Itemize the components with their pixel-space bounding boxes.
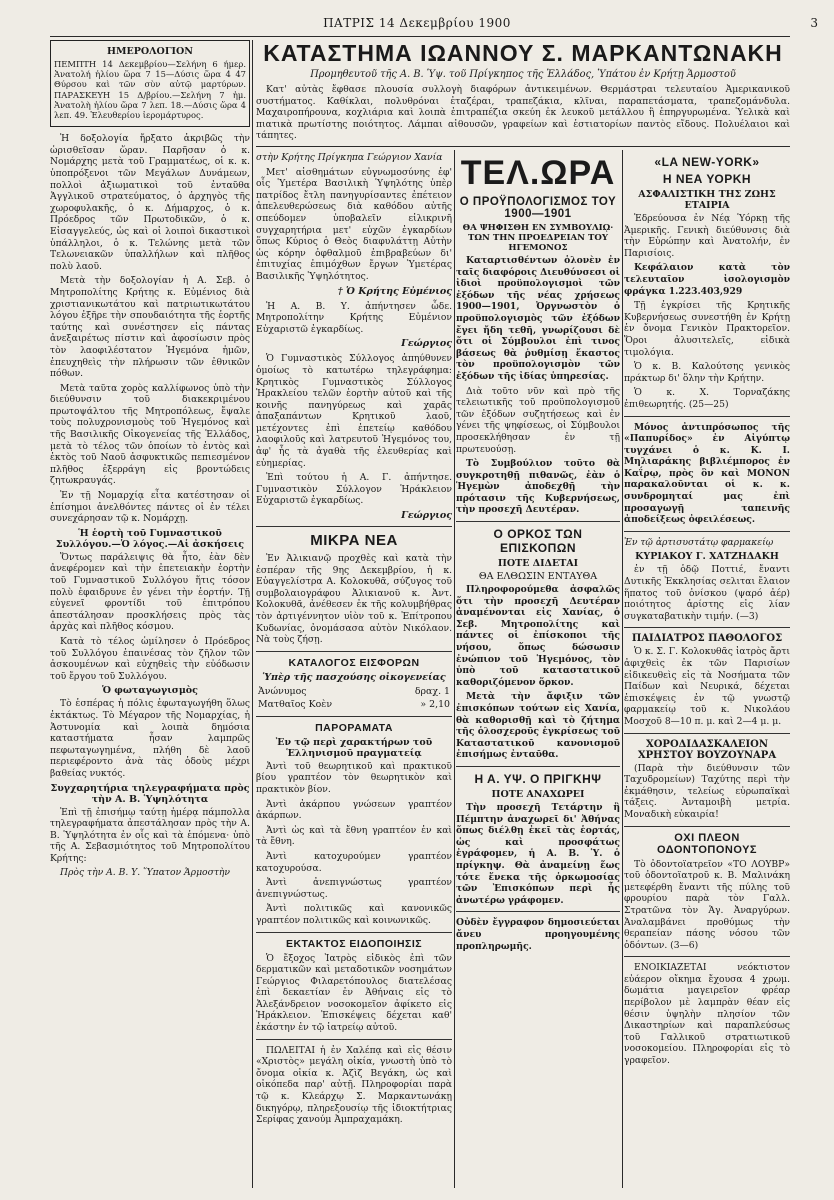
telegram-address: στὴν Κρήτης Πρίγκηπα Γεώργιον Χανία [256, 152, 443, 163]
donor-name: Ἀνώνυμος [258, 685, 307, 697]
telegram-text: Μετ' αἰσθημάτων εὐγνωμοσύνης ἐφ' οἷς Ὑμετέρα Βασιλικὴ Ὑψηλότης ὑπὲρ πατρίδος ἔτλη πανηγυρίσαντες ἐπέτειον ἀπελευθερώσεως διὰ καθόδου αὐτῆς σπεύδομεν ὑποβαλεῖν εἰλικρινῆ συγχαρητήρια μετ' εὐχῶν ἐγκαρδίων ὅπως Κύριος ὁ Θεὸς διαφυλάττῃ Αὐτὴν ὡς κόρην ὀφθαλμοῦ ἐπιβραβεύων δι' ἐπιτυχίας ἐπιμόχθων ἔργων Ὑμετέρας Βασιλικῆς Ὑψηλότητος. [256, 166, 452, 282]
paragraph: Τὸ ἑσπέρας ἡ πόλις ἐφωταγωγήθη ὅλως ἐκτάκτως. Τὸ Μέγαρον τῆς Νομαρχίας, ἡ Ἀστυνομία καὶ λοιπὰ δημόσια καταστήματα ἦσαν λαμπρῶς πεφωταγωγημένα, πλήθη δὲ λαοῦ περιεφέροντο ἀνὰ τὰς ὁδοὺς μέχρι βαθείας νυκτός. [50, 698, 250, 779]
news-title: ΜΙΚΡΑ ΝΕΑ [310, 532, 398, 550]
column-2 [256, 152, 452, 1188]
divider [456, 911, 620, 912]
prince-headline: Η Α. ΥΨ. Ο ΠΡΙΓΚΗΨ [474, 771, 602, 786]
sale-notice: ΠΩΛΕΙΤΑΙ ἡ ἐν Χαλέπᾳ καὶ εἰς θέσιν «Χριστὸς» μεγάλη οἰκία, γνωστὴ ὑπὸ τὸ ὄνομα οἰκία κ. Ἀζὶζ Βεγάκη, ὡς καὶ οἰκόπεδα παρ' αὐτῇ. Πληροφορίαι παρὰ τῷ κ. Κλεάρχῳ Σ. Μαρκαντωνάκῃ δικηγόρῳ, πληρεξουσίῳ τῆς ἰδιοκτήτριας Σερίφας χανούμ Ἀμπραχαμάκη. [256, 1044, 452, 1126]
dentist-text: Τὸ ὀδοντοϊατρεῖον «ΤΟ ΛΟΥΒΡ» τοῦ ὀδοντοϊατροῦ κ. Β. Μαλινάκη μετεφέρθη ἔναντι τῆς πύλης τοῦ φρουρίου παρὰ τὸν Γαλλ. Στρατῶνα τὸν Ἁγ. Ἀναργύρων. Ἀναλαμβάνει προθύμως τὴν θεραπείαν πάσης νόσου τῶν ὀδόντων. (3—6) [624, 858, 790, 951]
company-name-greek: Η ΝΕΑ ΥΟΡΚΗ [662, 172, 752, 186]
divider [624, 956, 790, 957]
errata-subtitle: Ἐν τῷ περὶ χαρακτήρων τοῦ Ἑλληνισμοῦ πραγματείᾳ [275, 736, 433, 759]
paragraph: Διὰ τοῦτο νῦν καὶ πρὸ τῆς τελειωτικῆς τοῦ προϋπολογισμοῦ τῶν ἐξόδων συζητήσεως καὶ ἐν γένει τῆς ψηφίσεως, οἱ Σύμβουλοι προσεκλήθησαν ἐν τῇ πρωτευούσῃ. [456, 385, 620, 455]
store-advertisement [256, 40, 790, 142]
paragraph: Ὁ κ. Χ. Τορναζάκης ἐπιθεωρητής. (25—25) [624, 387, 790, 410]
masthead-date: ΠΑΤΡΙΣ 14 Δεκεμβρίου 1900 [323, 16, 511, 30]
paragraph: Ἑδρεύουσα ἐν Νέᾳ Ὑόρκῃ τῆς Ἀμερικῆς. Γενικὴ διεύθυνσις διὰ τὴν Εὐρώπην καὶ Ἀνατολήν, ἐν Παρισίοις. [624, 213, 790, 259]
pharmacy-text: ἐν τῇ ὁδῷ Ποττιέ, ἔναντι Δυτικῆς Ἐκκλησίας σελιται ἔλαιον ἥπατος τοῦ ὀνίσκου (ψαρό ἀέρ) ποιότητος ἀρίστης εἰς λίαν συγκαταβατικὴν τιμήν. (—3) [624, 564, 790, 622]
donor-name: Ματθαῖος Κοὲν [258, 698, 333, 710]
divider [624, 531, 790, 532]
erratum: Ἀντὶ ἀκάρπου γνώσεων γραπτέον ἀκάρπων. [256, 798, 452, 822]
dentist-title: ΟΧΙ ΠΛΕΟΝ ΟΔΟΝΤΟΠΟΝΟΥΣ [656, 831, 758, 856]
store-subtitle: Προμηθευτοῦ τῆς Α. Β. Ὑψ. τοῦ Πρίγκηπος τῆς Ἑλλάδος, Ὑπάτου ἐν Κρήτῃ Ἁρμοστοῦ [310, 69, 736, 80]
divider [456, 766, 620, 767]
notice-text: Ὁ ἔξοχος Ἰατρὸς εἰδικὸς ἐπὶ τῶν δερματικῶν καὶ μεταδοτικῶν νοσημάτων Γεώργιος Φιλαρετόπουλος διατελέσας ἐπὶ δεκαετίαν ἐν Ἀθήναις εἰς τὸ Ἀλεξάνδρειον νοσοκομεῖον ἀφίκετο εἰς Ἡράκλειον. Ἐπισκέψεις δέχεται καθ' ἑκάστην ἐν τῷ ἰατρείῳ αὐτοῦ. [256, 952, 452, 1034]
signature: † Ὁ Κρήτης Εὐμένιος [337, 285, 452, 297]
divider [624, 733, 790, 734]
divider [624, 416, 790, 417]
banner-rule [256, 146, 790, 147]
company-name: «LA NEW-YORK» [654, 155, 760, 169]
agent-notice: Μόνος ἀντιπρόσωπος τῆς «Παπυρίδος» ἐν Αἰγύπτῳ τυγχάνει ὁ κ. Κ. Ι. Μηλιαράκης βιβλιέμπορος ἐν Καΐρῳ, πρὸς ὃν καὶ ΜΟΝΟΝ παρακαλοῦνται οἱ κ. κ. συνδρομηταί μας ἐπὶ προσαγωγῇ ταπεινῆς ἀποδείξεως ὀφειλέσεως. [624, 421, 790, 526]
doctor-text: Ὁ κ. Σ. Γ. Κολοκυθᾶς ἰατρὸς ἄρτι ἀφιχθεὶς ἐκ τῶν Παρισίων εἰδικευθεὶς εἰς τὰ Νοσήματα τῶν Παίδων καὶ Νευρικά, δέχεται ἐπισκέψεις ἐν τῷ γνωστῷ φαρμακείῳ τοῦ κ. Νικολάου Μοσχοῦ 8—10 π. μ. καὶ 2—4 μ. μ. [624, 646, 790, 727]
pharmacy-intro: Ἐν τῷ ἀρτισυστάτῳ φαρμακείῳ [624, 536, 774, 548]
prince-subheadline: ΠΟΤΕ ΑΝΑΧΩΡΕΙ [491, 788, 585, 800]
signature: Γεώργιος [401, 510, 452, 522]
section-title: Συγχαρητήρια τηλεγραφήματα πρὸς τὴν Α. Β. Ὑψηλότητα [50, 782, 250, 805]
gym-telegram: Ὁ Γυμναστικὸς Σύλλογος ἀπηύθυνεν ὁμοίως τὸ κατωτέρω τηλεγράφημα: Κρητικὸς Γυμναστικὸς Σύλλογος Ἡρακλείου τελῶν ἑορτὴν αὐτοῦ καὶ τῆς κοινῆς πανηγύρεως καὶ χαρᾶς ἀπαξαπάντων Κρητικοῦ λαοῦ, μετέχοντες ἐπὶ ἐπετείῳ καθόδου λαοφιλοῦς καὶ λατρευτοῦ Ἡγεμόνος του, ἀφ' ἧς τὰ ἀγαθὰ τῆς ἐλευθερίας καὶ εὐημερίας. [256, 353, 452, 469]
paragraph: Ἐν τῇ Νομαρχίᾳ εἶτα κατέστησαν οἱ ἐπίσημοι ἀνελθόντες πάντες οἱ ἐν τέλει συνεχάρησαν τῷ κ. Νομάρχῃ. [50, 490, 250, 525]
header-rule [50, 36, 790, 37]
pharmacy-name: ΚΥΡΙΑΚΟΥ Γ. ΧΑΤΖΗΔΑΚΗ [635, 551, 779, 563]
paragraph: Ἡ δοξολογία ἤρξατο ἀκριβῶς τὴν ὡρισθεῖσαν ὥραν. Παρῆσαν ὁ κ. Νομάρχης μετὰ τοῦ Γραμματέως, οἱ κ. κ. ὑποπρόξενοι τῶν Μεγάλων Δυνάμεων, πολλοὶ ἀξιωματικοὶ τοῦ ἐνταῦθα Ἀγγλικοῦ στρατεύματος, ὁ ἀρχηγὸς τῆς χωροφυλακῆς, ὁ κ. Δήμαρχος, ὁ κ. Πρόεδρος τῶν Πρωτοδικῶν, ὁ κ. Εἰσαγγελεύς, ὡς καὶ οἱ λοιποὶ δικαστικοὶ ὑπάλληλοι, ὁ κ. Τελώνης μετὰ τῶν Τελωνειακῶν ὑπαλλήλων καὶ πλῆθος πολὺ λαοῦ. [50, 133, 250, 272]
divider [456, 521, 620, 522]
donations-subtitle: Ὑπὲρ τῆς πασχούσης οἰκογενείας [262, 671, 446, 683]
dance-school-title: ΧΟΡΟΔΙΔΑΣΚΑΛΕΙΟΝ ΧΡΗΣΤΟΥ ΒΟΥΖΟΥΝΑΡΑ [637, 738, 777, 761]
paragraph: Τὴν προσεχῆ Τετάρτην ἢ Πέμπτην ἀναχωρεῖ δι' Ἀθήνας ὅπως διέλθῃ ἐκεῖ τὰς ἑορτάς, ὡς καὶ προσφάτως ἐγράφομεν, ἡ Α. Β. Ὑ. ὁ πρίγκηψ. Θὰ ἀναμείνῃ ἕως τότε ἕνεκα τῆς ὁρκωμοσίας τῶν Ἐπισκόπων περὶ ἧς ἀνωτέρω γράφομεν. [456, 801, 620, 906]
paragraph: Κεφάλαιον κατὰ τὸν τελευταῖον ἰσολογισμὸν φράγκα 1.223.403,929 [624, 262, 790, 297]
column-3 [456, 152, 620, 1188]
paragraph: Ὁ κ. Β. Καλούτσης γενικὸς πράκτωρ δι' ὅλην τὴν Κρήτην. [624, 361, 790, 384]
column-rule-2 [454, 150, 455, 1188]
brand-title: ΤΕΛ.ΩΡΑ [460, 154, 616, 192]
erratum: Ἀντὶ πολιτικῶς καὶ κανονικῶς γραπτέον πολιτικῶς καὶ κοινωνικῶς. [256, 903, 452, 926]
paragraph: Τῇ ἐγκρίσει τῆς Κρητικῆς Κυβερνήσεως συνεστήθη ἐν Κρήτῃ ἐν ὄνομα Γενικὸν Πρακτορεῖον. Ὅροι ἀλυσιτελεῖς, εἰδικὰ τιμολόγια. [624, 300, 790, 358]
divider [256, 651, 452, 652]
column-rule-1 [252, 40, 253, 1188]
erratum: Ἀντὶ ἀνεπιγνώστως γραπτέον ἀνεπιγνώστως. [256, 877, 452, 900]
erratum: Ἀντὶ κατοχυρούμεν γραπτέον κατοχυρούσα. [256, 850, 452, 874]
store-text: Κατ' αὐτὰς ἔφθασε πλουσία συλλογὴ διαφόρων ἀντικειμένων. Θερμάστραι τελευταίου Ἀμερικανικοῦ συστήματος. Καθίκλαι, πολυθρόναι ἐταζέραι, τραπεζάκια, κλῖναι, παραπετάσματα, τραπεζομάνδυλα. Μαχαιροπήρουνα, κοχλιάρια καὶ λοιπὰ ἐπιτραπέζια σκεύη ἐκ λευκοῦ μετάλλου ἢ ἐπηργυρωμένα. Ὑελικὰ καὶ πιατικὰ πρωτίστης ποιότητος. Λάμπαι αἰθουσῶν, γραφείων καὶ ἑστιατορίων παντὸς εἴδους. Πολυέλαιοι καὶ τάπητες. [256, 84, 790, 142]
paragraph: Πληροφορούμεθα ἀσφαλῶς ὅτι τὴν προσεχῆ Δευτέραν ἀναμένονται εἰς Χανίας, ὁ Σεβ. Μητροπολίτης καὶ πάντες οἱ ἐπίσκοποι τῆς νήσου, ὅπως δώσωσιν ἐνώπιον τοῦ Ἡγεμόνος, τὸν ὑπὸ τοῦ καταστατικοῦ καθοριζόμενον ὅρκον. [456, 584, 620, 688]
page-header [0, 16, 834, 34]
divider [256, 1039, 452, 1040]
store-name: ΚΑΤΑΣΤΗΜΑ ΙΩΑΝΝΟΥ Σ. ΜΑΡΚΑΝΤΩΝΑΚΗ [263, 40, 783, 66]
budget-subheadline: ΘΑ ΨΗΦΙΣΘΗ ΕΝ ΣΥΜΒΟΥΛΙῼ· ΤΩΝ ΤΗΝ ΠΡΟΕΔΡΕΙΑΝ ΤΟΥ ΗΓΕΜΟΝΟΣ [462, 223, 614, 253]
oath-subheadline: ΠΟΤΕ ΔΙΔΕΤΑΙ [497, 558, 579, 570]
paragraph: Μετὰ τὴν ἄφιξιν τῶν ἐπισκόπων τούτων εἰς Χανία, θὰ καθορισθῇ καὶ τὸ ζήτημα τῆς ὁλοσχεροῦς ἐγκρίσεως τοῦ Καταστατικοῦ κανονισμοῦ ἐπισήμως ἐνταῦθα. [456, 691, 620, 761]
dance-school-text: (Παρὰ τὴν διεύθυνσιν τῶν Ταχυδρομείων) Ταχύτης περὶ τὴν ἐκμάθησιν, τελείως εὐρωπαϊκαὶ τάξεις. Ἀνταμοιβὴ μετρία. Μοναδικὴ εὐκαιρία! [624, 762, 790, 820]
divider [624, 826, 790, 827]
paragraph: Πρὸς τὴν Α. Β. Υ. Ὕπατον Ἁρμοστὴν [60, 867, 231, 879]
doctor-title: ΠΑΙΔΙΑΤΡΟΣ ΠΑΘΟΛΟΓΟΣ [631, 633, 783, 645]
column-1 [50, 40, 250, 1188]
paragraph: Τὸ Συμβούλιον τοῦτο θὰ συγκροτηθῇ πιθανῶς, ἐὰν ὁ Ἡγεμὼν ἀποδεχθῇ τὴν πρότασιν τῆς Κυβερνήσεως, τὴν προσεχῆ Δευτέραν. [456, 458, 620, 516]
oath-headline: Ο ΟΡΚΟΣ ΤΩΝ ΕΠΙΣΚΟΠΩΝ [493, 527, 583, 556]
paragraph: Ὅντως παράλειψις θὰ ἦτο, ἐὰν δὲν ἀνεφέρομεν καὶ τὴν ἐπετειακὴν ἑορτὴν τοῦ Γυμναστικοῦ Συλλόγου ἥτις τόσον πολὺ ἐφαιδρυνε ἐν γένει τὴν ἑορτήν. Τῇ εὐγενεῖ φροντίδι τοῦ ἐπιτρόπου ἀπεστάλησαν προσκλήσεις πρὸς τὰς ἀρχὰς καὶ πλῆθος κόσμου. [50, 551, 250, 633]
errata-title: ΠΑΡΟΡΑΜΑΤΑ [315, 721, 393, 734]
divider [256, 716, 452, 717]
table-row [256, 698, 452, 711]
prepayment-note: Οὐδὲν ἔγγραφον δημοσιεύεται ἄνευ προηγουμένης προπληρωμῆς. [456, 917, 620, 952]
reply-text: Ἡ Α. Β. Υ. ἀπήντησεν ὧδε. Μητροπολίτην Κρήτης Εὐμένιον Εὐχαριστῶ ἐγκαρδίως. [256, 300, 452, 335]
oath-subheadline-2: ΘΑ ΕΛΘΩΣΙΝ ΕΝΤΑΥΘΑ [478, 571, 598, 583]
calendar-title: ΗΜΕΡΟΛΟΓΙΟΝ [107, 46, 193, 57]
calendar-text: ΠΕΜΠΤΗ 14 Δεκεμβρίου—Σελήνη 6 ήμερ. Ἀνατολή ἡλίου ὥρα 7 15—Δύσις ὥρα 4 47 Θύρσου καὶ τῶν σὺν αὐτῷ μαρτύρων. ΠΑΡΑΣΚΕΥΗ 15 Δ/βρίου.—Σελήνη 7 ἡμ. Ἀνατολὴ ἡλίου ὥρα 7 λεπ. 18.—Δύσις ὥρα 4 λεπ. 49. Ἐλευθερίου ἱερομάρτυρος. [54, 59, 246, 121]
divider [256, 526, 452, 527]
calendar-box [50, 40, 250, 127]
signature: Γεώργιος [401, 338, 452, 350]
donor-amount: δραχ. 1 [414, 685, 450, 697]
rent-notice: ΕΝΟΙΚΙΑΖΕΤΑΙ νεόκτιστον εὐάερον οἴκημα ἔχουσα 4 χρωμ. δωμάτια μαγειρεῖον φρέαρ περίβολον μὲ λαμπρὰν θέαν εἰς θέσιν ὑψηλὴν πλησίον τῶν Δικαστηρίων καὶ παραπλεύσως τοῦ Γαλλικοῦ στρατιωτικοῦ νοσοκομείου. Πληροφορίαι εἰς τὸ γραφεῖον. [624, 962, 790, 1067]
erratum: Ἀντὶ ὡς καὶ τὰ ἔθνη γραπτέον ἐν καὶ τὰ ἔθνη. [256, 824, 452, 848]
budget-headline: Ο ΠΡΟΫΠΟΛΟΓΙΣΜΟΣ ΤΟΥ 1900—1901 [459, 196, 617, 220]
erratum: Ἀντὶ τοῦ θεωρητικοῦ καὶ πρακτικοῦ βίου γραπτέον τὸν θεωρητικὸν καὶ πρακτικὸν βίον. [256, 760, 452, 795]
paragraph: Ἐπὶ τῇ ἐπισήμῳ ταύτῃ ἡμέρᾳ πάμπολλα τηλεγραφήματα ἀπεστάλησαν πρὸς τὴν Α. Β. Ὑψηλότητα ἐν οἷς καὶ τὰ ἑπόμενα· ὑπὸ τῆς Α. Σεβασμιότητος τοῦ Μητροπολίτου Κρήτης: [50, 806, 250, 864]
gym-reply: Ἐπὶ τούτου ἡ Α. Γ. ἀπήντησε. Γυμναστικὸν Σύλλογον Ἡράκλειον Εὐχαριστῶ ἐγκαρδίως. [256, 472, 452, 507]
company-title: ΑΣΦΑΛΙΣΤΙΚΗ ΤΗΣ ΖΩΗΣ ΕΤΑΙΡΙΑ [638, 189, 776, 211]
section-title: Ὁ φωταγωγισμὸς [102, 685, 198, 697]
donations-table [256, 685, 452, 711]
paragraph: Μετὰ τὴν δοξολογίαν ἡ Α. Σεβ. ὁ Μητροπολίτης Κρήτης κ. Εὐμένιος διὰ χριστιανικωτάτου καὶ πατριωτικωτάτου λόγου ἐξῆρε τὴν σπουδαιότητα τῆς ἑορτῆς ταύτης καὶ συνέστησεν εἰς πάντας ἀνεξαιρέτως πίστιν καὶ ἀφοσίωσιν πρὸς τὸν λαοφιλέστατον Ἡγεμόνα ἡμῶν, ἐπευχηθεὶς τὴν πλήρωσιν τῶν ἐθνικῶν πόθων. [50, 275, 250, 380]
column-4 [624, 152, 790, 1188]
news-text: Ἐν Ἀλικιανῷ προχθὲς καὶ κατὰ τὴν ἑσπέραν τῆς 9ης Δεκεμβρίου, ἡ κ. Εὐαγγελίστρα Α. Κολοκυθᾶ, σύζυγος τοῦ συμβολαιογράφου Ἀλικιανοῦ κ. Ἀντ. Κολοκυθᾶ, ἀνέθεσεν ἐκ τῆς κολυμβήθρας τὸν ἀρτιγέννητον υἱὸν τοῦ κ. Ἐπίτροπου Κυδωνίας, ὀνομάσασα αὐτὸν Νικόλαον. Νὰ τοὺς ζήσῃ. [256, 553, 452, 646]
paragraph: Κατὰ τὸ τέλος ὡμίλησεν ὁ Πρόεδρος τοῦ Συλλόγου ἐπαινέσας τὸν ζῆλον τῶν ἀσκουμένων καὶ εὐχηθεὶς τὴν εὐόδωσιν τοῦ ἔργου τοῦ Συλλόγου. [50, 635, 250, 682]
table-row [256, 685, 452, 698]
divider [256, 932, 452, 933]
paragraph: Καταρτισθέντων ὁλονὲν ἐν ταῖς διαφόροις Διευθύνσεσι οἱ ἰδιοὶ προϋπολογισμοὶ τῶν ἐξόδων τῆς νέας χρήσεως 1900—1901, Ὀργνωστὸν ὁ προϋπολογισμὸς τῶν ἐξόδων ἔγει ἤδη τεθῆ, γνωρίζουσι δὲ ὅτι οἱ Σύμβουλοι ἐπὶ τινος βάσεως θὰ ῥυθμίσῃ ἕκαστος τὸν προϋπολογισμὸν τῶν ἐξόδων τῆς ἰδίας ὑπηρεσίας. [456, 255, 620, 382]
divider [624, 627, 790, 628]
donations-title: ΚΑΤΑΛΟΓΟΣ ΕΙΣΦΟΡΩΝ [288, 656, 420, 669]
paragraph: Μετὰ ταῦτα χορὸς καλλίφωνος ὑπὸ τὴν διεύθυνσιν τοῦ διακεκριμένου πρωτοψάλτου τῆς Μητροπόλεως, ἔψαλε τοὺς πολυχρονισμοὺς τοῦ Ἡγεμόνος καὶ τῆς Βασιλικῆς Οἰκογενείας τῆς Ἑλλάδος, μετὰ τὸ τέλος τῶν ὁποίων τὸ ἐντὸς καὶ ἐκτὸς τοῦ Ναοῦ ἀσφυκτικῶς πεπιεσμένον πλῆθος ἐξερράγη εἰς βροντώδεις ζητωκραυγάς. [50, 382, 250, 487]
section-title: Ἡ ἑορτὴ τοῦ Γυμναστικοῦ Συλλόγου.—Ὁ λόγος.—Αἱ ἀσκήσεις [55, 527, 245, 550]
donor-amount: » 2,10 [420, 698, 450, 710]
notice-title: ΕΚΤΑΚΤΟΣ ΕΙΔΟΠΟΙΗΣΙΣ [285, 937, 423, 950]
column-rule-3 [622, 150, 623, 1188]
page-number: 3 [810, 16, 818, 30]
